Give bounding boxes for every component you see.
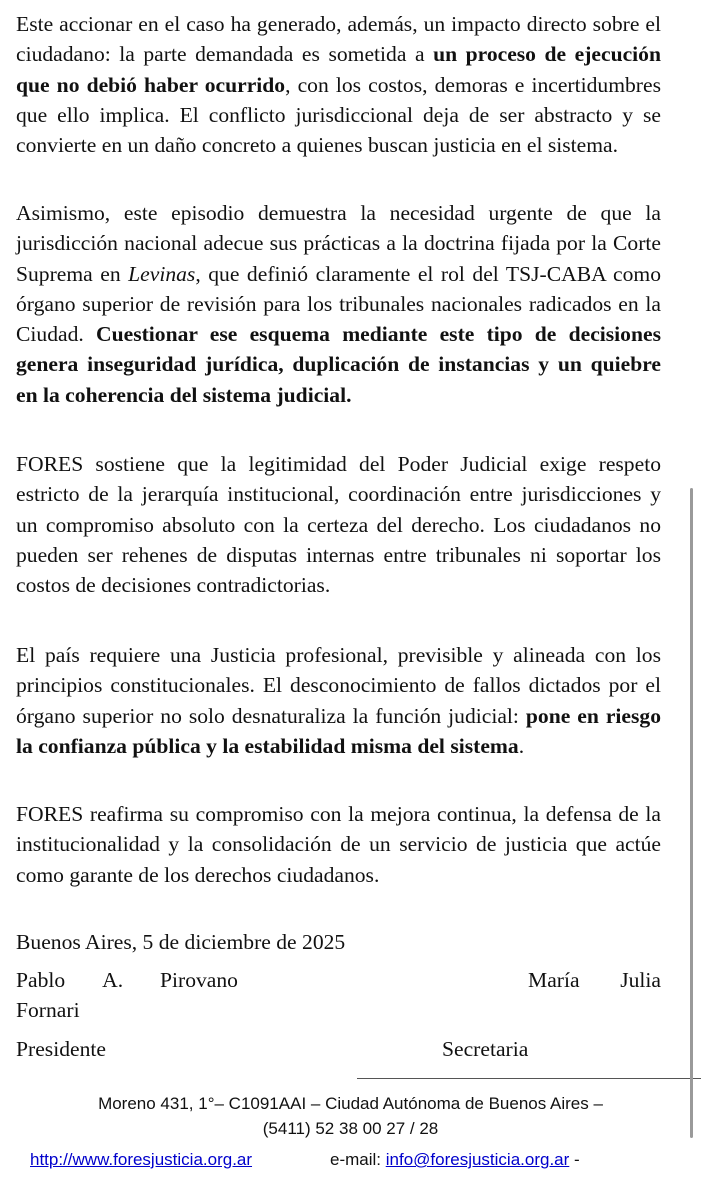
paragraph-legitimacy: FORES sostiene que la legitimidad del Poder Judicial exige respeto estricto de la jerarquía institucional, coordinación entre jurisdicciones y un compromiso absoluto con la certeza del derecho. Los ciudadanos no pueden ser rehenes de disputas internas entre tribunales ni soportar los costos de decisiones contradictorias. xyxy=(16,452,661,598)
paragraph-impact xyxy=(16,9,661,160)
signer-left-mid: A. xyxy=(102,968,124,992)
paragraph-impact-text-c: , con los costos, demoras e incertidumbres que ello implica. El conflicto jurisdiccional deja de ser abstracto y se convierte en un daño concreto a quienes buscan justicia en el sistema. xyxy=(16,72,661,158)
signer-left-last: Pirovano xyxy=(160,968,238,992)
email-suffix: - xyxy=(569,1150,580,1169)
paragraph-impact-text-a: Este accionar en el caso ha generado, además, un impacto directo sobre el ciudadano: la parte demandada es sometida a xyxy=(16,12,661,67)
signer-left xyxy=(16,965,246,1025)
footer-links xyxy=(30,1150,670,1170)
paragraph-country-text-c: . xyxy=(518,733,525,758)
role-president: Presidente xyxy=(16,1037,106,1061)
footer-divider xyxy=(357,1078,701,1079)
footer-phone: (5411) 52 38 00 27 / 28 xyxy=(262,1119,439,1138)
paragraph-levinas-italic: Levinas xyxy=(128,261,196,286)
signer-right-last: Julia xyxy=(620,968,661,992)
website-link[interactable]: http://www.foresjusticia.org.ar xyxy=(30,1150,253,1169)
scrollbar[interactable] xyxy=(690,488,693,1138)
role-secretary: Secretaria xyxy=(442,1037,529,1061)
paragraph-levinas-bold: Cuestionar ese esquema mediante este tipo de decisiones genera inseguridad jurídica, duplicación de instancias y un quiebre en la coherencia del sistema judicial. xyxy=(16,322,661,407)
paragraph-country-bold: pone en riesgo la confianza pública y la estabilidad misma del sistema xyxy=(16,703,661,758)
signer-left-first: Pablo xyxy=(16,968,66,992)
email-link[interactable]: info@foresjusticia.org.ar xyxy=(385,1150,570,1169)
email-label: e-mail: xyxy=(330,1150,386,1169)
paragraph-commitment: FORES reafirma su compromiso con la mejora continua, la defensa de la institucionalidad y la consolidación de un servicio de justicia que actúe como garante de los derechos ciudadanos. xyxy=(16,802,661,887)
footer-address: Moreno 431, 1°– C1091AAI – Ciudad Autónoma de Buenos Aires – xyxy=(98,1094,603,1113)
paragraph-levinas-text-c: , que definió claramente el rol del TSJ-CABA como órgano superior de revisión para los tribunales nacionales radicados en la Ciudad. xyxy=(16,261,661,347)
signer-right-first: María xyxy=(528,968,580,992)
signer-right-surname: Fornari xyxy=(16,998,80,1022)
paragraph-country-text-a: El país requiere una Justicia profesional, previsible y alineada con los principios constitucionales. El desconocimiento de fallos dictados por el órgano superior no solo desnaturaliza la función judicial: xyxy=(16,643,661,728)
paragraph-impact-bold: un proceso de ejecución que no debió haber ocurrido xyxy=(16,42,661,97)
paragraph-levinas-text-a: Asimismo, este episodio demuestra la necesidad urgente de que la jurisdicción nacional adecue sus prácticas a la doctrina fijada por la Corte Suprema en xyxy=(16,201,661,286)
paragraph-levinas xyxy=(16,198,661,410)
signer-right xyxy=(528,965,661,995)
paragraph-country xyxy=(16,640,661,761)
closing-date: Buenos Aires, 5 de diciembre de 2025 xyxy=(16,930,346,954)
email-group xyxy=(330,1150,580,1170)
